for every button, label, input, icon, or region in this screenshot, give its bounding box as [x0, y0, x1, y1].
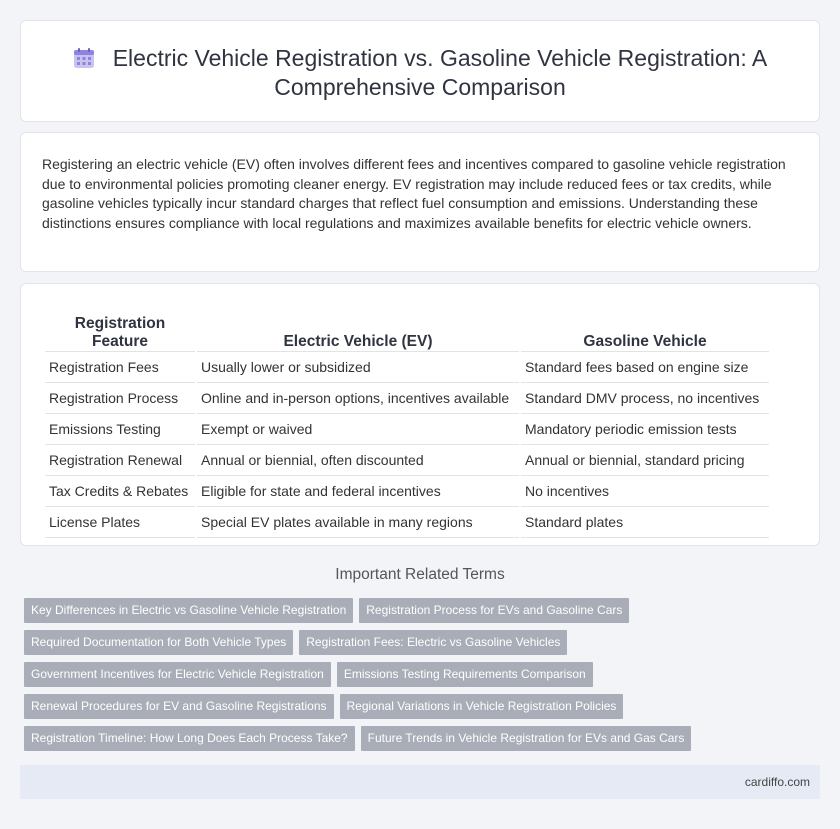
gasoline-cell: No incentives [521, 476, 769, 507]
gasoline-cell: Standard plates [521, 507, 769, 538]
ev-cell: Annual or biennial, often discounted [197, 445, 519, 476]
calendar-icon [73, 47, 95, 69]
feature-cell: Registration Fees [45, 352, 195, 383]
feature-cell: Emissions Testing [45, 414, 195, 445]
title-card [20, 20, 820, 122]
related-term-tag[interactable]: Government Incentives for Electric Vehicle Registration [24, 662, 331, 687]
related-terms-list [24, 598, 824, 758]
table-row [45, 383, 769, 414]
related-term-tag[interactable]: Key Differences in Electric vs Gasoline Vehicle Registration [24, 598, 353, 623]
ev-cell: Eligible for state and federal incentives [197, 476, 519, 507]
comparison-card [20, 283, 820, 546]
table-header-row [45, 315, 769, 352]
related-term-tag[interactable]: Registration Timeline: How Long Does Each Process Take? [24, 726, 355, 751]
header-gasoline: Gasoline Vehicle [521, 315, 769, 352]
table-row [45, 352, 769, 383]
feature-cell: Tax Credits & Rebates [45, 476, 195, 507]
tag-row [24, 598, 824, 630]
gasoline-cell: Mandatory periodic emission tests [521, 414, 769, 445]
page-title: Electric Vehicle Registration vs. Gasoline Vehicle Registration: A Comprehensive Comparison [112, 45, 768, 100]
ev-cell: Online and in-person options, incentives available [197, 383, 519, 414]
gasoline-cell: Standard fees based on engine size [521, 352, 769, 383]
gasoline-cell: Standard DMV process, no incentives [521, 383, 769, 414]
feature-cell: License Plates [45, 507, 195, 538]
intro-paragraph: Registering an electric vehicle (EV) often involves different fees and incentives compared to gasoline vehicle registration due to environmental policies promoting cleaner energy. EV registration may include reduced fees or tax credits, while gasoline vehicles typically incur standard charges that reflect fuel consumption and emissions. Understanding these distinctions ensures compliance with local regulations and maximizes available benefits for electric vehicle owners. [42, 156, 786, 231]
site-link[interactable]: cardiffo.com [744, 775, 810, 789]
related-term-tag[interactable]: Required Documentation for Both Vehicle Types [24, 630, 293, 655]
tag-row [24, 694, 824, 726]
related-term-tag[interactable]: Emissions Testing Requirements Comparison [337, 662, 593, 687]
ev-cell: Exempt or waived [197, 414, 519, 445]
gasoline-cell: Annual or biennial, standard pricing [521, 445, 769, 476]
related-term-tag[interactable]: Future Trends in Vehicle Registration for EVs and Gas Cars [361, 726, 692, 751]
related-terms-heading: Important Related Terms [335, 566, 505, 583]
page-title-wrap [61, 44, 779, 102]
ev-cell: Usually lower or subsidized [197, 352, 519, 383]
intro-card [20, 132, 820, 272]
related-term-tag[interactable]: Registration Process for EVs and Gasoline Cars [359, 598, 629, 623]
table-row [45, 507, 769, 538]
related-term-tag[interactable]: Renewal Procedures for EV and Gasoline Registrations [24, 694, 334, 719]
header-ev: Electric Vehicle (EV) [197, 315, 519, 352]
tag-row [24, 726, 824, 758]
comparison-table [43, 315, 771, 538]
feature-cell: Registration Process [45, 383, 195, 414]
header-feature: Registration Feature [45, 315, 195, 352]
tag-row [24, 630, 824, 662]
table-row [45, 445, 769, 476]
ev-cell: Special EV plates available in many regions [197, 507, 519, 538]
table-row [45, 414, 769, 445]
related-term-tag[interactable]: Regional Variations in Vehicle Registration Policies [340, 694, 624, 719]
related-term-tag[interactable]: Registration Fees: Electric vs Gasoline Vehicles [299, 630, 567, 655]
feature-cell: Registration Renewal [45, 445, 195, 476]
footer [20, 765, 820, 799]
table-row [45, 476, 769, 507]
tag-row [24, 662, 824, 694]
